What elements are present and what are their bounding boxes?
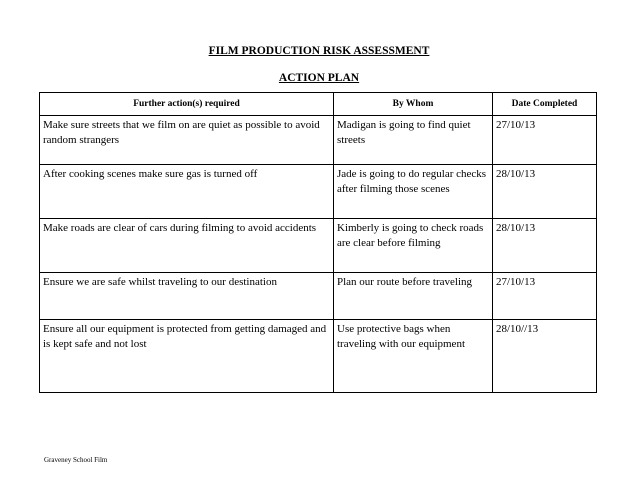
document-subtitle: ACTION PLAN: [278, 72, 360, 84]
action-cell: Make roads are clear of cars during filming to avoid accidents: [40, 219, 334, 273]
by-whom-cell: Kimberly is going to check roads are clear before filming: [334, 219, 493, 273]
table-row: [40, 165, 597, 219]
by-whom-cell: Jade is going to do regular checks after filming those scenes: [334, 165, 493, 219]
by-whom-cell: Plan our route before traveling: [334, 273, 493, 320]
header-action: Further action(s) required: [40, 93, 334, 116]
table-header-row: [40, 93, 597, 116]
by-whom-cell: Madigan is going to find quiet streets: [334, 116, 493, 165]
date-cell: 28/10/13: [493, 219, 597, 273]
document-title: FILM PRODUCTION RISK ASSESSMENT: [208, 45, 430, 57]
by-whom-cell: Use protective bags when traveling with our equipment: [334, 320, 493, 393]
action-cell: Ensure we are safe whilst traveling to our destination: [40, 273, 334, 320]
action-cell: After cooking scenes make sure gas is turned off: [40, 165, 334, 219]
page-footer: Graveney School Film: [44, 456, 108, 464]
action-plan-table: [39, 92, 597, 393]
table-row: [40, 116, 597, 165]
table-row: [40, 219, 597, 273]
date-cell: 28/10//13: [493, 320, 597, 393]
date-cell: 28/10/13: [493, 165, 597, 219]
header-date-completed: Date Completed: [493, 93, 597, 116]
date-cell: 27/10/13: [493, 273, 597, 320]
date-cell: 27/10/13: [493, 116, 597, 165]
header-by-whom: By Whom: [334, 93, 493, 116]
action-cell: Make sure streets that we film on are quiet as possible to avoid random strangers: [40, 116, 334, 165]
table-row: [40, 273, 597, 320]
table-row: [40, 320, 597, 393]
action-cell: Ensure all our equipment is protected from getting damaged and is kept safe and not lost: [40, 320, 334, 393]
